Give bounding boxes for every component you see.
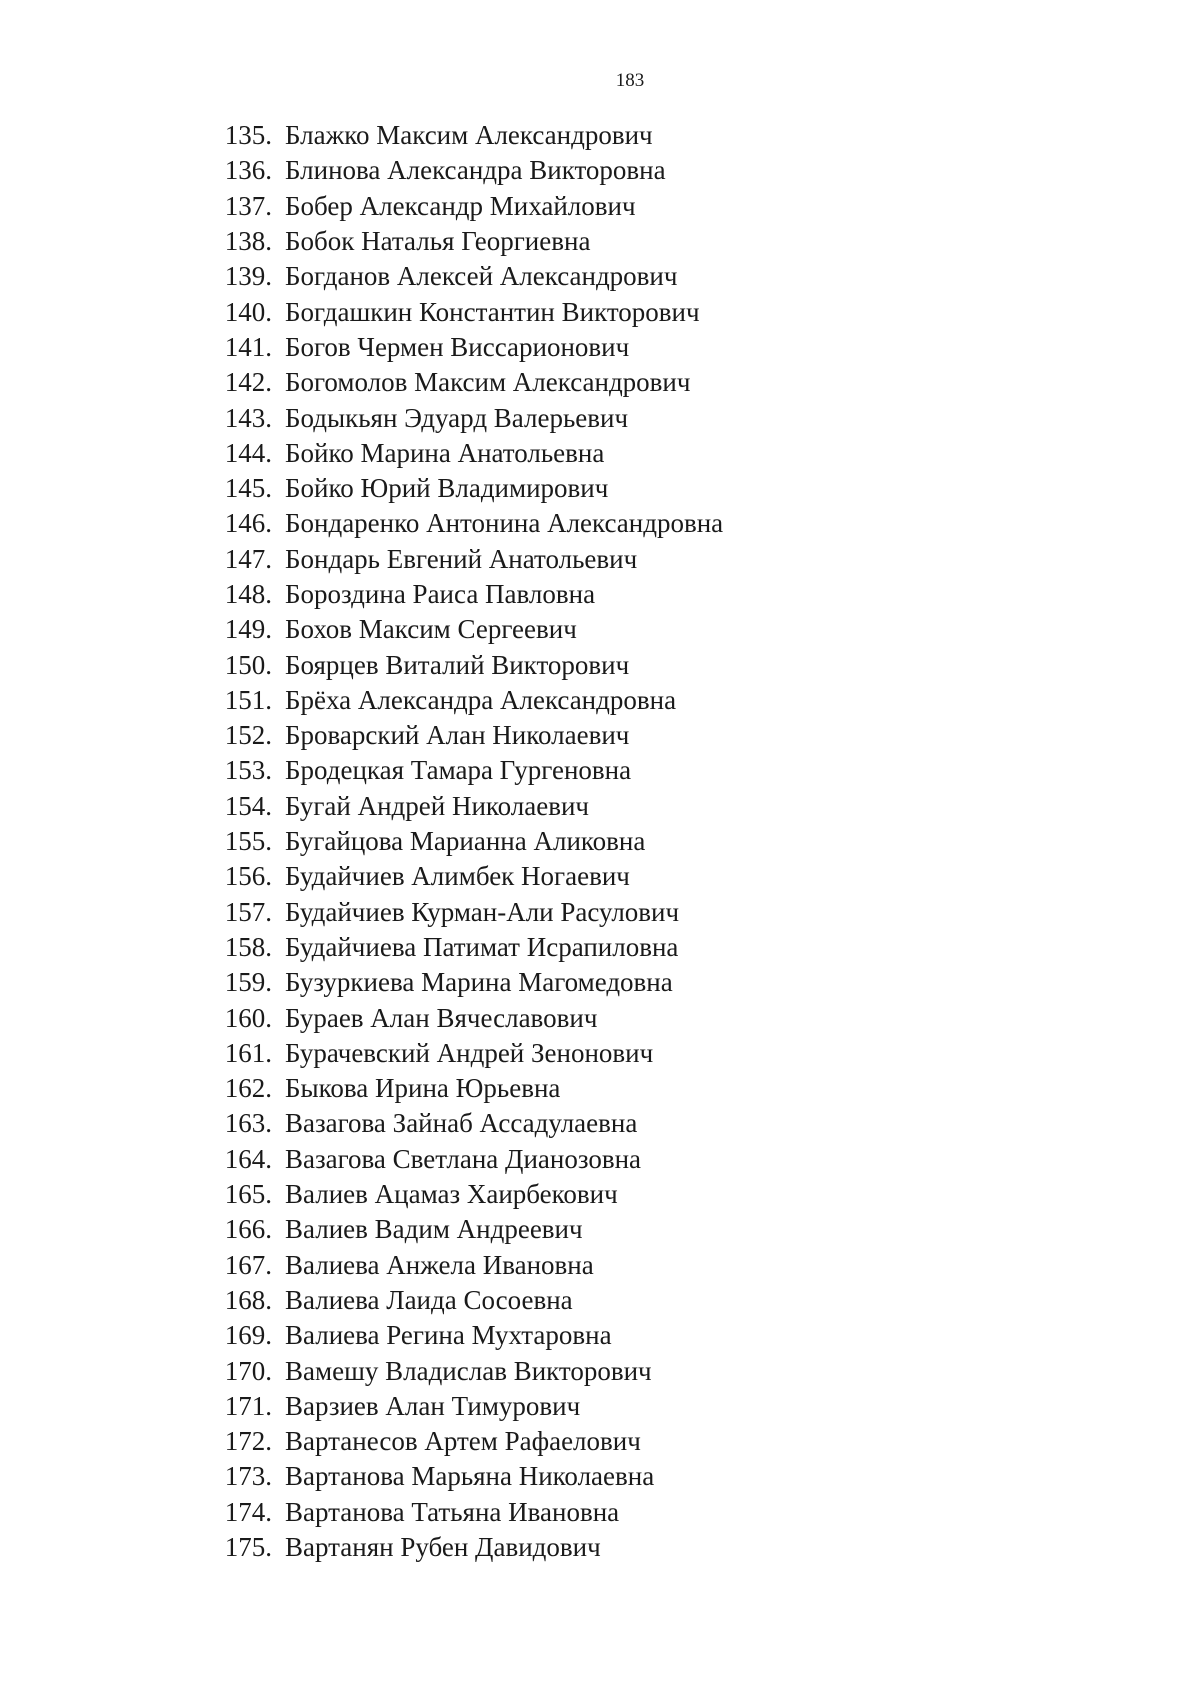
list-item xyxy=(212,118,723,153)
item-name: Валиев Вадим Андреевич xyxy=(285,1214,583,1245)
list-item xyxy=(212,1353,723,1388)
item-number: 163. xyxy=(224,1108,272,1139)
list-item xyxy=(212,1318,723,1353)
item-name: Бойко Марина Анатольевна xyxy=(285,437,605,468)
list-item xyxy=(212,1283,723,1318)
item-name: Богданов Алексей Александрович xyxy=(285,261,678,292)
item-number: 147. xyxy=(224,543,272,574)
item-name: Валиев Ацамаз Хаирбекович xyxy=(285,1179,618,1210)
item-name: Вазагова Светлана Дианозовна xyxy=(285,1143,642,1174)
item-name: Блажко Максим Александрович xyxy=(285,120,653,151)
item-name: Бодыкьян Эдуард Валерьевич xyxy=(285,402,629,433)
list-item xyxy=(212,294,723,329)
list-item xyxy=(212,577,723,612)
list-item xyxy=(212,824,723,859)
item-number: 135. xyxy=(224,120,272,151)
item-name: Боярцев Виталий Викторович xyxy=(285,649,630,680)
item-number: 174. xyxy=(224,1496,272,1527)
item-number: 160. xyxy=(224,1002,272,1033)
item-number: 172. xyxy=(224,1426,272,1457)
item-number: 144. xyxy=(224,437,272,468)
list-item xyxy=(212,1142,723,1177)
item-number: 154. xyxy=(224,790,272,821)
item-name: Будайчиев Алимбек Ногаевич xyxy=(285,861,630,892)
item-name: Бураев Алан Вячеславович xyxy=(285,1002,598,1033)
item-name: Богомолов Максим Александрович xyxy=(285,367,691,398)
item-number: 158. xyxy=(224,931,272,962)
item-number: 157. xyxy=(224,896,272,927)
list-item xyxy=(212,859,723,894)
item-name: Вартанян Рубен Давидович xyxy=(285,1532,601,1563)
item-number: 156. xyxy=(224,861,272,892)
item-name: Вазагова Зайнаб Ассадулаевна xyxy=(285,1108,638,1139)
item-number: 145. xyxy=(224,473,272,504)
item-number: 171. xyxy=(224,1390,272,1421)
item-number: 168. xyxy=(224,1284,272,1315)
item-name: Бугайцова Марианна Аликовна xyxy=(285,826,646,857)
list-item xyxy=(212,542,723,577)
list-item xyxy=(212,895,723,930)
list-item xyxy=(212,1212,723,1247)
item-name: Будайчиев Курман-Али Расулович xyxy=(285,896,680,927)
name-list xyxy=(212,118,723,1565)
item-number: 159. xyxy=(224,967,272,998)
list-item xyxy=(212,365,723,400)
list-item xyxy=(212,1071,723,1106)
list-item xyxy=(212,400,723,435)
item-name: Варзиев Алан Тимурович xyxy=(285,1390,581,1421)
item-number: 141. xyxy=(224,331,272,362)
item-name: Бондарь Евгений Анатольевич xyxy=(285,543,638,574)
list-item xyxy=(212,612,723,647)
item-name: Бохов Максим Сергеевич xyxy=(285,614,577,645)
page-number: 183 xyxy=(615,70,645,91)
list-item xyxy=(212,436,723,471)
item-name: Бойко Юрий Владимирович xyxy=(285,473,609,504)
item-number: 170. xyxy=(224,1355,272,1386)
item-name: Брёха Александра Александровна xyxy=(285,684,677,715)
list-item xyxy=(212,683,723,718)
item-name: Бродецкая Тамара Гургеновна xyxy=(285,755,632,786)
item-number: 161. xyxy=(224,1037,272,1068)
item-name: Быкова Ирина Юрьевна xyxy=(285,1073,561,1104)
list-item xyxy=(212,1530,723,1565)
item-number: 146. xyxy=(224,508,272,539)
item-number: 142. xyxy=(224,367,272,398)
item-name: Бугай Андрей Николаевич xyxy=(285,790,590,821)
item-name: Будайчиева Патимат Исрапиловна xyxy=(285,931,679,962)
item-number: 169. xyxy=(224,1320,272,1351)
item-name: Вартанова Марьяна Николаевна xyxy=(285,1461,655,1492)
item-number: 138. xyxy=(224,226,272,257)
list-item xyxy=(212,965,723,1000)
item-name: Бузуркиева Марина Магомедовна xyxy=(285,967,673,998)
list-item xyxy=(212,1424,723,1459)
list-item xyxy=(212,330,723,365)
list-item xyxy=(212,259,723,294)
item-name: Валиева Регина Мухтаровна xyxy=(285,1320,612,1351)
item-number: 148. xyxy=(224,579,272,609)
item-number: 164. xyxy=(224,1143,272,1174)
list-item xyxy=(212,1036,723,1071)
item-number: 162. xyxy=(224,1073,272,1104)
item-number: 140. xyxy=(224,296,272,327)
item-name: Вартанова Татьяна Ивановна xyxy=(285,1496,620,1527)
item-number: 167. xyxy=(224,1249,272,1280)
item-number: 149. xyxy=(224,614,272,645)
item-number: 165. xyxy=(224,1179,272,1210)
item-number: 152. xyxy=(224,720,272,751)
list-item xyxy=(212,1106,723,1141)
list-item xyxy=(212,789,723,824)
list-item xyxy=(212,153,723,188)
list-item xyxy=(212,189,723,224)
item-name: Богдашкин Константин Викторович xyxy=(285,296,700,327)
item-name: Вартанесов Артем Рафаелович xyxy=(285,1426,641,1457)
list-item xyxy=(212,1248,723,1283)
list-item xyxy=(212,471,723,506)
item-name: Блинова Александра Викторовна xyxy=(285,155,666,186)
list-item xyxy=(212,718,723,753)
item-number: 153. xyxy=(224,755,272,786)
item-number: 175. xyxy=(224,1532,272,1563)
item-number: 150. xyxy=(224,649,272,680)
list-item xyxy=(212,1177,723,1212)
list-item xyxy=(212,930,723,965)
list-item xyxy=(212,224,723,259)
item-number: 137. xyxy=(224,190,272,221)
item-number: 136. xyxy=(224,155,272,186)
item-number: 155. xyxy=(224,826,272,857)
item-number: 151. xyxy=(224,684,272,715)
item-number: 166. xyxy=(224,1214,272,1245)
item-name: Богов Чермен Виссарионович xyxy=(285,331,630,362)
list-item xyxy=(212,647,723,682)
item-name: Валиева Анжела Ивановна xyxy=(285,1249,594,1280)
item-number: 143. xyxy=(224,402,272,433)
item-name: Броварский Алан Николаевич xyxy=(285,720,630,751)
item-name: Бобер Александр Михайлович xyxy=(285,190,636,221)
item-name: Бороздина Раиса Павловна xyxy=(285,579,596,609)
item-number: 139. xyxy=(224,261,272,292)
item-name: Бобок Наталья Георгиевна xyxy=(285,226,591,257)
list-item xyxy=(212,1495,723,1530)
item-name: Валиева Лаида Сосоевна xyxy=(285,1284,573,1315)
item-name: Бондаренко Антонина Александровна xyxy=(285,508,724,539)
list-item xyxy=(212,753,723,788)
list-item xyxy=(212,1000,723,1035)
item-number: 173. xyxy=(224,1461,272,1492)
list-item xyxy=(212,506,723,541)
item-name: Вамешу Владислав Викторович xyxy=(285,1355,652,1386)
item-name: Бурачевский Андрей Зенонович xyxy=(285,1037,654,1068)
list-item xyxy=(212,1389,723,1424)
list-item xyxy=(212,1459,723,1494)
